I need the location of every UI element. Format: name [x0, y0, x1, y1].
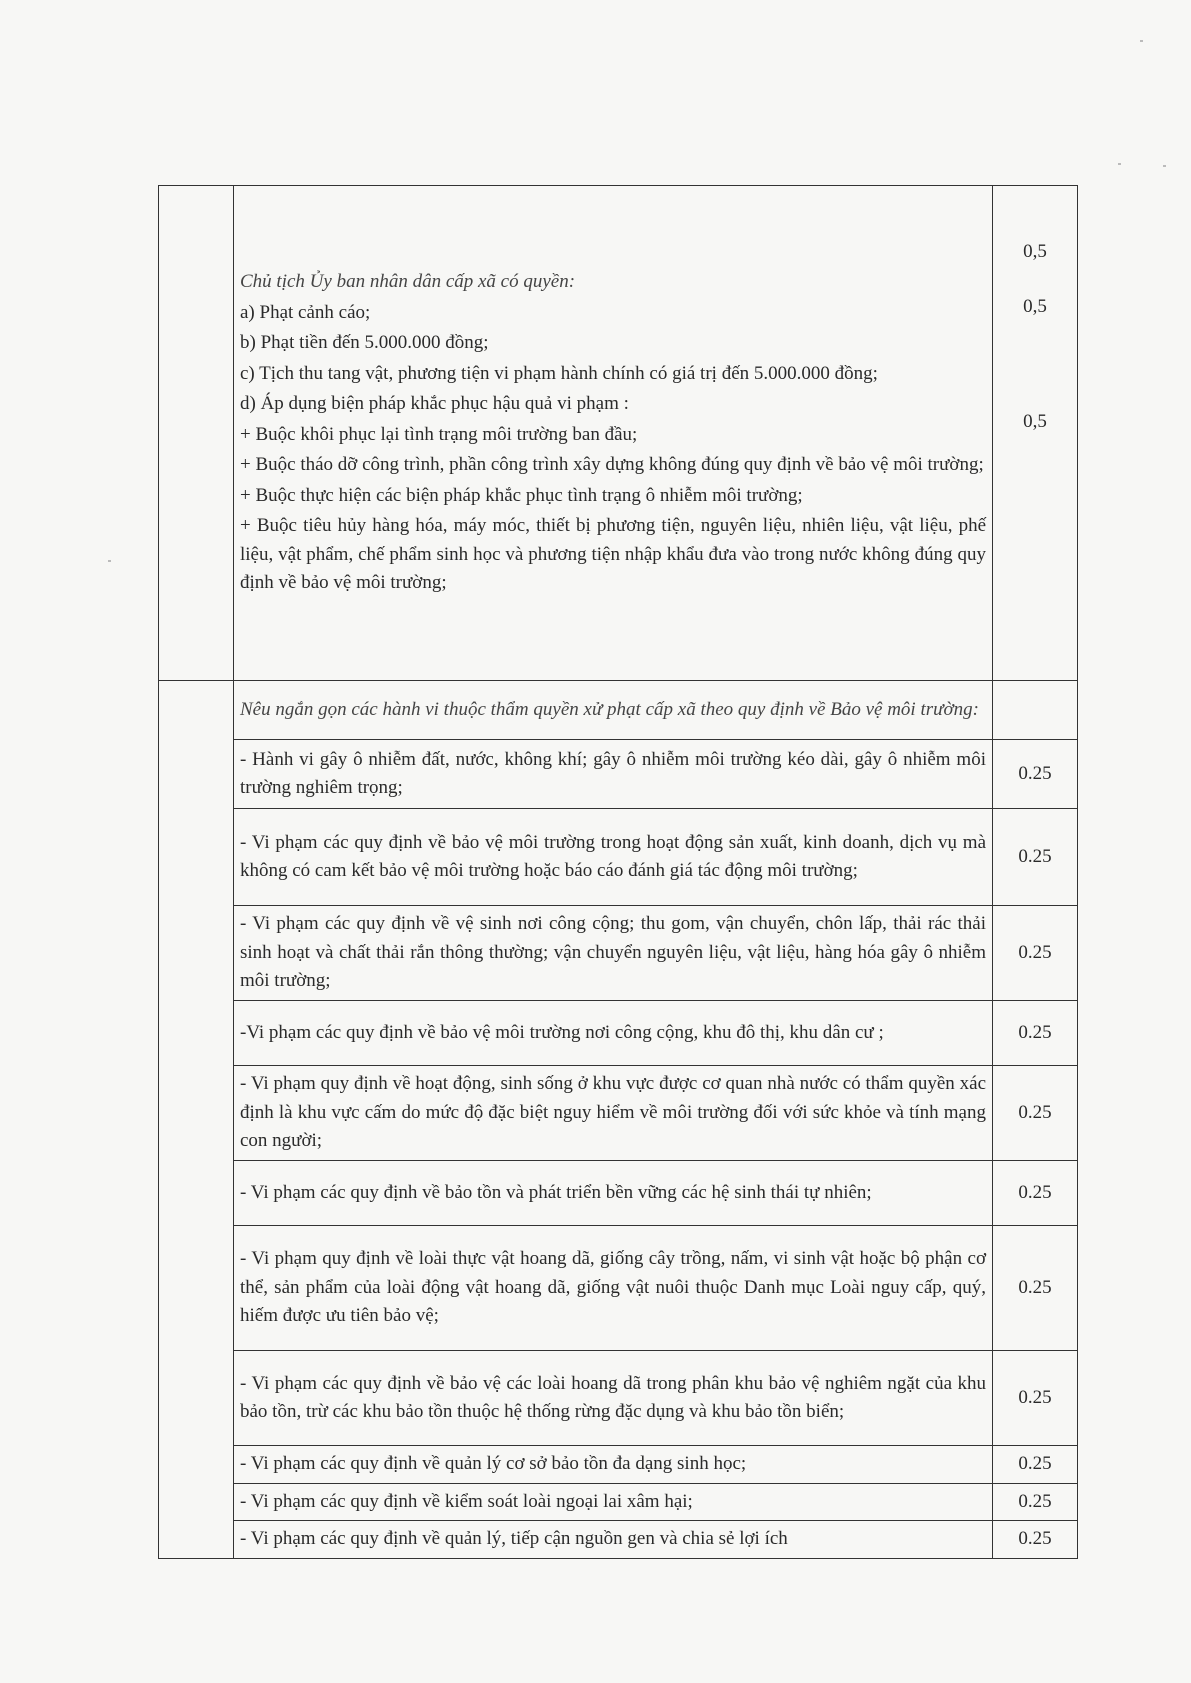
violation-text-cell: [234, 1446, 993, 1484]
list-item: d) Áp dụng biện pháp khắc phục hậu quả vi phạm :: [240, 393, 629, 415]
score-value: 0,5: [1023, 241, 1047, 262]
violation-text: - Vi phạm các quy định về kiểm soát loài ngoại lai xâm hại;: [240, 1490, 693, 1512]
table-row: [159, 681, 1078, 740]
authority-cell: [234, 186, 993, 681]
violation-score: 0.25: [993, 740, 1078, 809]
violation-score: 0.25: [993, 1161, 1078, 1226]
list-item: b) Phạt tiền đến 5.000.000 đồng;: [240, 332, 489, 354]
score-value: 0,5: [1023, 411, 1047, 432]
scoring-table: [158, 185, 1078, 1559]
table-row: [159, 1446, 1078, 1484]
violation-text-cell: [234, 1226, 993, 1351]
violation-text: - Vi phạm các quy định về bảo tồn và phát triển bền vững các hệ sinh thái tự nhiên;: [240, 1181, 872, 1203]
table-row: [159, 1351, 1078, 1446]
violation-text: - Vi phạm các quy định về vệ sinh nơi công cộng; thu gom, vận chuyển, chôn lấp, thải rác thải sinh hoạt và chất thải rắn thông thường; vận chuyển nguyên liệu, vật liệu, hàng hóa gây ô nhiễm môi trường;: [240, 913, 986, 992]
score-value: 0,5: [1023, 296, 1047, 317]
violation-text: - Vi phạm quy định về hoạt động, sinh sống ở khu vực được cơ quan nhà nước có thẩm quyền xác định là khu vực cấm do mức độ đặc biệt nguy hiểm về môi trường đối với sức khỏe và tính mạng con người;: [240, 1073, 986, 1152]
blank-cell: [159, 681, 234, 1559]
violation-text-cell: [234, 1351, 993, 1446]
blank-score-cell: [993, 681, 1078, 740]
scan-speck: [108, 560, 111, 562]
table-row: [159, 1521, 1078, 1559]
violation-score: 0.25: [993, 809, 1078, 906]
list-item: + Buộc khôi phục lại tình trạng môi trường ban đầu;: [240, 423, 638, 445]
scan-speck: [1118, 163, 1121, 165]
table-row: [159, 1001, 1078, 1066]
scan-speck: [1163, 165, 1166, 167]
violation-score: 0.25: [993, 1483, 1078, 1521]
violation-text-cell: [234, 740, 993, 809]
violation-text: - Vi phạm các quy định về quản lý cơ sở bảo tồn đa dạng sinh học;: [240, 1453, 747, 1474]
authority-intro: Chủ tịch Ủy ban nhân dân cấp xã có quyền:: [240, 271, 576, 293]
violation-text-cell: [234, 809, 993, 906]
violation-score: 0.25: [993, 1446, 1078, 1484]
violation-text-cell: [234, 1066, 993, 1161]
list-item: + Buộc tháo dỡ công trình, phần công trình xây dựng không đúng quy định về bảo vệ môi trường;: [240, 454, 984, 476]
violation-score: 0.25: [993, 906, 1078, 1001]
list-item: + Buộc tiêu hủy hàng hóa, máy móc, thiết bị phương tiện, nguyên liệu, nhiên liệu, vật liệu, phế liệu, vật phẩm, chế phẩm sinh học và phương tiện nhập khẩu đưa vào trong nước không đúng quy định về bảo vệ môi trường;: [240, 515, 986, 594]
table-row: [159, 1066, 1078, 1161]
table-row: [159, 1161, 1078, 1226]
table-row: [159, 1226, 1078, 1351]
violation-score: 0.25: [993, 1521, 1078, 1559]
violation-text-cell: [234, 1483, 993, 1521]
table-row: [159, 186, 1078, 681]
table-row: [159, 1483, 1078, 1521]
violation-score: 0.25: [993, 1001, 1078, 1066]
violation-score: 0.25: [993, 1066, 1078, 1161]
violation-text-cell: [234, 906, 993, 1001]
violation-text-cell: [234, 1161, 993, 1226]
violation-score: 0.25: [993, 1226, 1078, 1351]
violation-text: - Vi phạm quy định về loài thực vật hoang dã, giống cây trồng, nấm, vi sinh vật hoặc bộ phận cơ thể, sản phẩm của loài động vật hoang dã, giống vật nuôi thuộc Danh mục Loài nguy cấp, quý, hiếm được ưu tiên bảo vệ;: [240, 1248, 986, 1327]
violation-text-cell: [234, 1521, 993, 1559]
violation-text: - Vi phạm các quy định về bảo vệ các loài hoang dã trong phân khu bảo vệ nghiêm ngặt của khu bảo tồn, trừ các khu bảo tồn thuộc hệ thống rừng đặc dụng và khu bảo tồn biển;: [240, 1372, 986, 1422]
list-item: + Buộc thực hiện các biện pháp khắc phục tình trạng ô nhiễm môi trường;: [240, 484, 803, 506]
table-row: [159, 906, 1078, 1001]
question-cell: [234, 681, 993, 740]
score-cell: [993, 186, 1078, 681]
list-item: c) Tịch thu tang vật, phương tiện vi phạm hành chính có giá trị đến 5.000.000 đồng;: [240, 362, 878, 384]
list-item: a) Phạt cảnh cáo;: [240, 301, 371, 323]
question-text: Nêu ngắn gọn các hành vi thuộc thẩm quyền xử phạt cấp xã theo quy định về Bảo vệ môi trường:: [240, 698, 979, 720]
violation-text: - Hành vi gây ô nhiễm đất, nước, không khí; gây ô nhiễm môi trường kéo dài, gây ô nhiễm môi trường nghiêm trọng;: [240, 748, 986, 798]
violation-text-cell: [234, 1001, 993, 1066]
table-row: [159, 809, 1078, 906]
blank-cell: [159, 186, 234, 681]
table-row: [159, 740, 1078, 809]
violation-text: - Vi phạm các quy định về quản lý, tiếp cận nguồn gen và chia sẻ lợi ích: [240, 1528, 788, 1549]
violation-text: -Vi phạm các quy định về bảo vệ môi trường nơi công cộng, khu đô thị, khu dân cư ;: [240, 1021, 884, 1043]
scan-speck: [1140, 40, 1143, 42]
violation-text: - Vi phạm các quy định về bảo vệ môi trường trong hoạt động sản xuất, kinh doanh, dịch vụ mà không có cam kết bảo vệ môi trường hoặc báo cáo đánh giá tác động môi trường;: [240, 831, 986, 881]
violation-score: 0.25: [993, 1351, 1078, 1446]
